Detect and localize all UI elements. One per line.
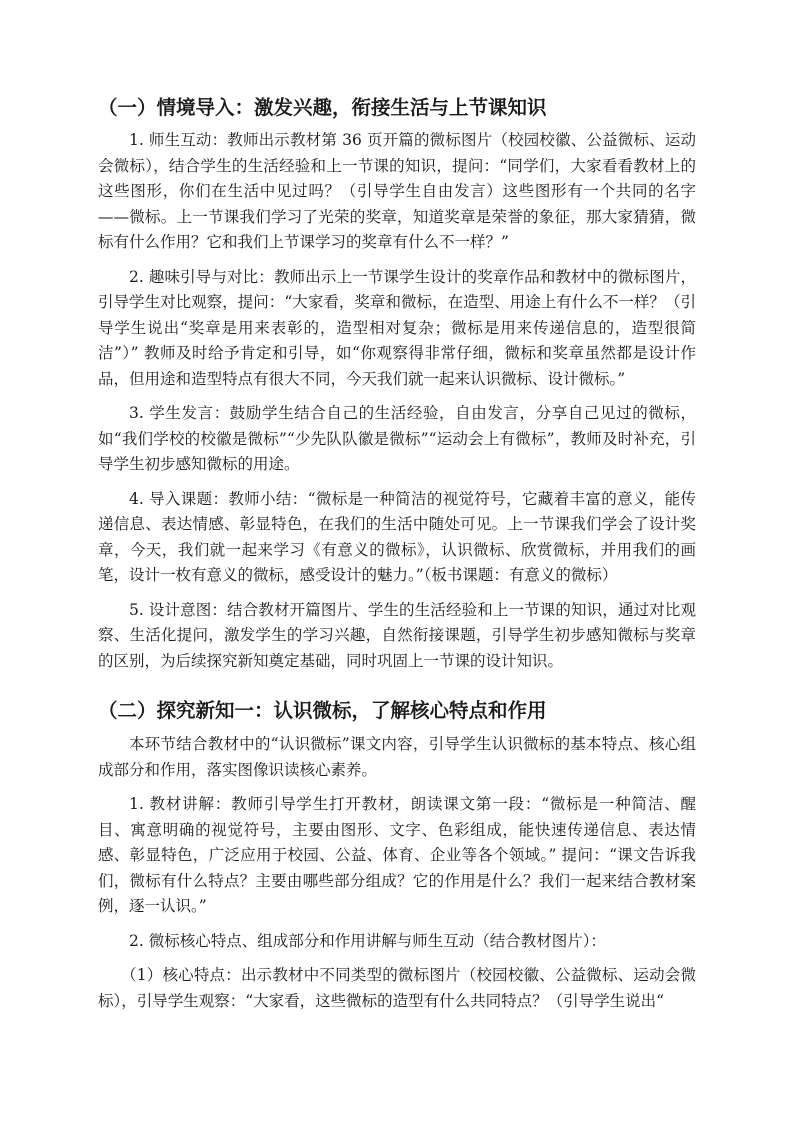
paragraph: 1. 师生互动：教师出示教材第 36 页开篇的微标图片（校园校徽、公益微标、运动会微标），结合学生的生活经验和上一节课的知识，提问：“同学们，大家看看教材上的这些图形，你们在生活中见过吗？（引导学生自由发言）这些图形有一个共同的名字——微标。上一节课我们学习了光荣的奖章，知道奖章是荣誉的象征，那大家猜猜，微标有什么作用？它和我们上节课学习的奖章有什么不一样？” (98, 131, 696, 251)
section-heading: （二）探究新知一：认识微标，了解核心特点和作用 (98, 699, 547, 722)
paragraph: 2. 微标核心特点、组成部分和作用讲解与师生互动（结合教材图片）： (129, 931, 606, 950)
paragraph: 1. 教材讲解：教师引导学生打开教材，朗读课文第一段：“微标是一种简洁、醒目、寓意明确的视觉符号，主要由图形、文字、色彩组成，能快速传递信息、表达情感、彰显特色，广泛应用于校园、公益、体育、企业等各个领域。” 提问：“课文告诉我们，微标有什么特点？主要由哪些部分组成？它的作用是什么？我们一起来结合教材案例，逐一认识。” (98, 795, 696, 915)
paragraph: （1）核心特点：出示教材中不同类型的微标图片（校园校徽、公益微标、运动会微标），引导学生观察：“大家看，这些微标的造型有什么共同特点？（引导学生说出“ (98, 966, 696, 1010)
paragraph: 5. 设计意图：结合教材开篇图片、学生的生活经验和上一节课的知识，通过对比观察、生活化提问，激发学生的学习兴趣，自然衔接课题，引导学生初步感知微标与奖章的区别，为后续探究新知奠定基础，同时巩固上一节课的设计知识。 (98, 600, 696, 670)
section-explore-new-knowledge (98, 697, 696, 1023)
paragraph: 4. 导入课题：教师小结：“微标是一种简洁的视觉符号，它藏着丰富的意义，能传递信息、表达情感、彰显特色，在我们的生活中随处可见。上一节课我们学会了设计奖章，今天，我们就一起来学习《有意义的微标》，认识微标、欣赏微标，并用我们的画笔，设计一枚有意义的微标，感受设计的魅力。”（板书课题：有意义的微标） (98, 489, 696, 584)
section-situational-introduction (98, 94, 696, 683)
paragraph: 3. 学生发言：鼓励学生结合自己的生活经验，自由发言，分享自己见过的微标，如“我们学校的校徽是微标”“少先队队徽是微标”“运动会上有微标”，教师及时补充，引导学生初步感知微标的用途。 (98, 404, 696, 473)
paragraph: 本环节结合教材中的“认识微标”课文内容，引导学生认识微标的基本特点、核心组成部分和作用，落实图像识读核心素养。 (98, 735, 696, 779)
section-heading: （一）情境导入：激发兴趣，衔接生活与上节课知识 (98, 96, 547, 119)
paragraph: 2. 趣味引导与对比：教师出示上一节课学生设计的奖章作品和教材中的微标图片，引导学生对比观察，提问：“大家看，奖章和微标，在造型、用途上有什么不一样？（引导学生说出“奖章是用来表彰的，造型相对复杂；微标是用来传递信息的，造型很简洁”）” 教师及时给予肯定和引导，如“你观察得非常仔细，微标和奖章虽然都是设计作品，但用途和造型特点有很大不同，今天我们就一起来认识微标、设计微标。” (98, 267, 696, 388)
